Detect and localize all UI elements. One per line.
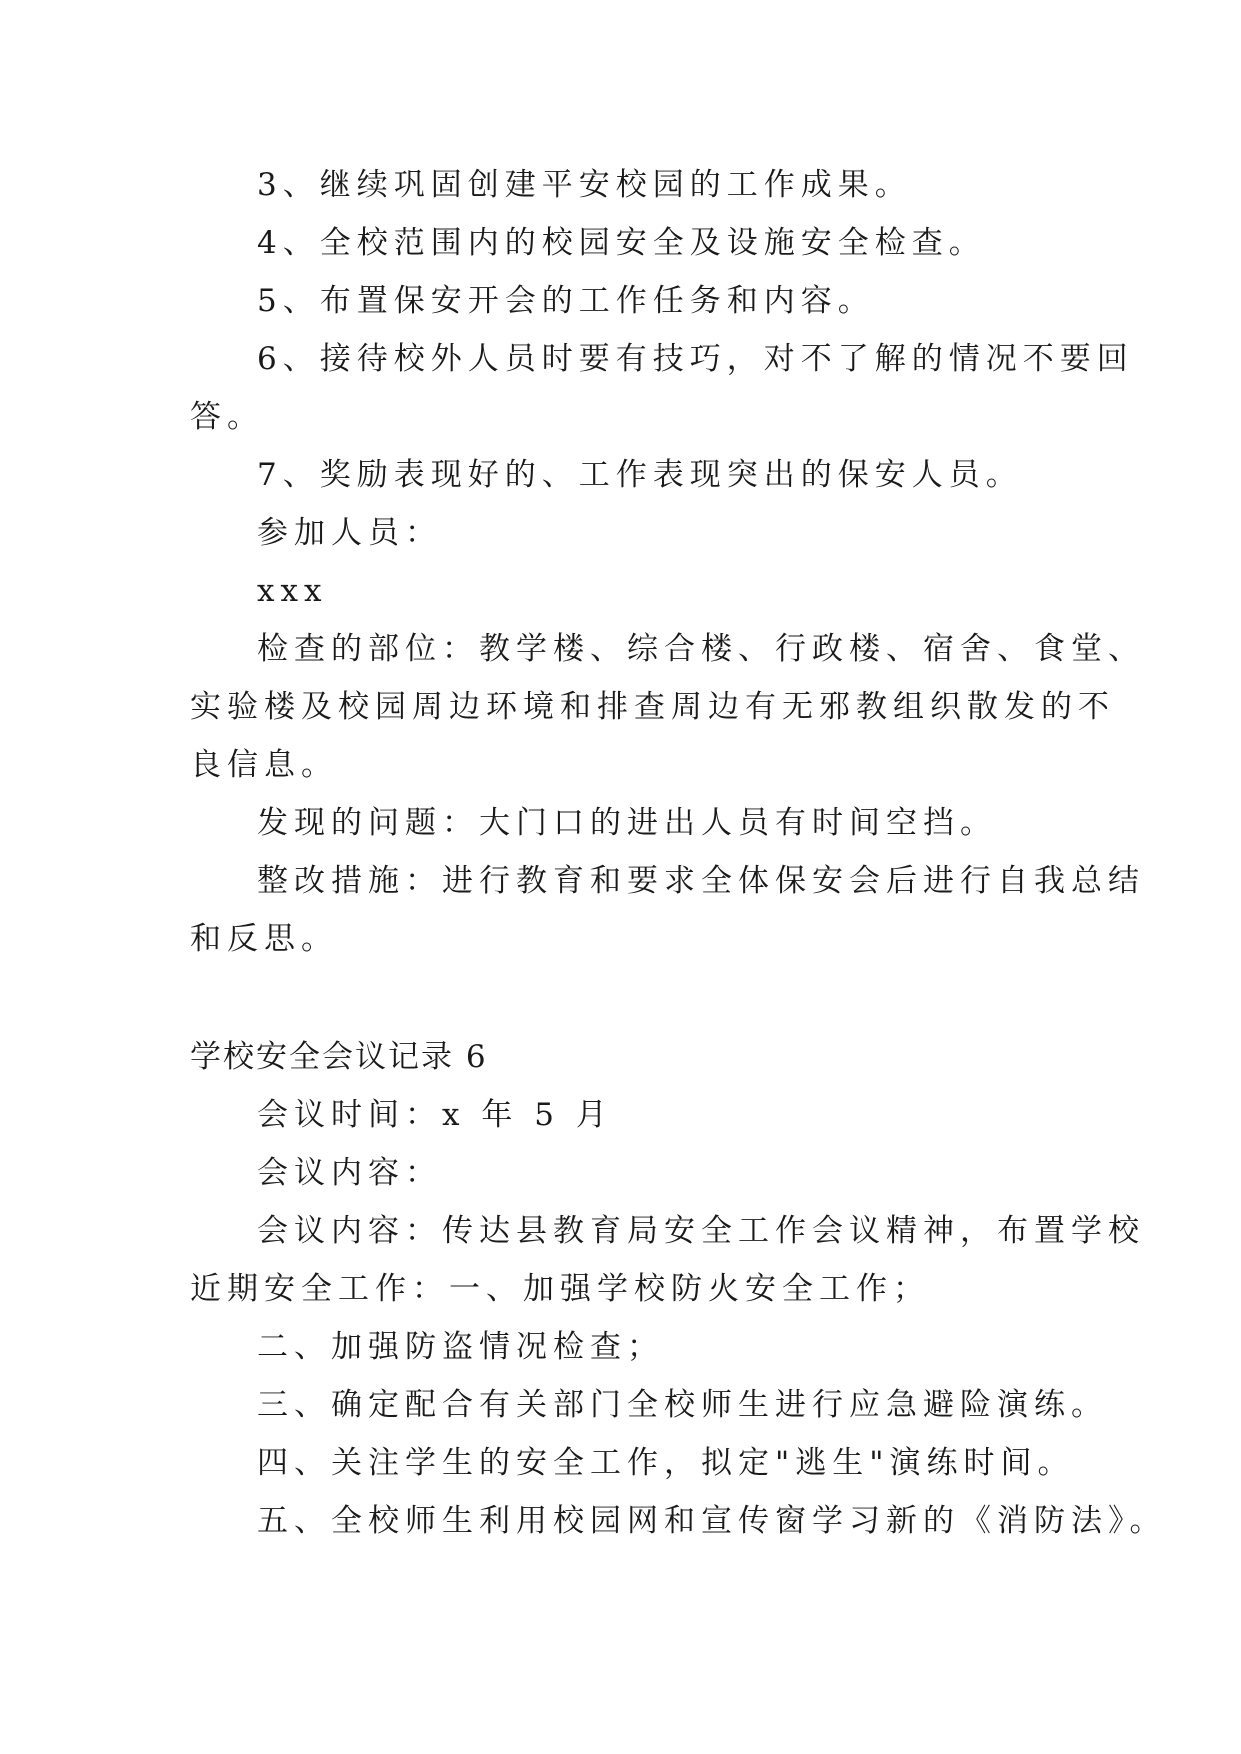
item-7: 7、奖励表现好的、工作表现突出的保安人员。	[257, 457, 1023, 493]
section-title: 学校安全会议记录 6	[190, 1039, 488, 1075]
item-3: 3、继续巩固创建平安校园的工作成果。	[257, 167, 912, 203]
point-3: 三、确定配合有关部门全校师生进行应急避险演练。	[257, 1387, 1108, 1423]
item-6-line-1: 6、接待校外人员时要有技巧，对不了解的情况不要回	[257, 341, 1134, 377]
point-5: 五、全校师生利用校园网和宣传窗学习新的《消防法》。	[257, 1503, 1167, 1539]
inspection-line-3: 良信息。	[190, 747, 338, 783]
measures-line-2: 和反思。	[190, 921, 338, 957]
item-4: 4、全校范围内的校园安全及设施安全检查。	[257, 225, 986, 261]
meeting-content-line-1: 会议内容：传达县教育局安全工作会议精神，布置学校	[257, 1213, 1145, 1249]
measures-line-1: 整改措施：进行教育和要求全体保安会后进行自我总结	[257, 863, 1145, 899]
meeting-time: 会议时间：x 年 5 月	[257, 1097, 613, 1133]
meeting-content-label: 会议内容：	[257, 1155, 442, 1191]
inspection-line-1: 检查的部位：教学楼、综合楼、行政楼、宿舍、食堂、	[257, 631, 1145, 667]
meeting-content-line-2: 近期安全工作：一、加强学校防火安全工作；	[190, 1271, 930, 1307]
problems-text: 发现的问题：大门口的进出人员有时间空挡。	[257, 805, 997, 841]
attendees-label: 参加人员：	[257, 515, 442, 551]
attendees-value: xxx	[257, 573, 328, 609]
item-5: 5、布置保安开会的工作任务和内容。	[257, 283, 875, 319]
point-4: 四、关注学生的安全工作，拟定"逃生"演练时间。	[257, 1445, 1075, 1481]
inspection-line-2: 实验楼及校园周边环境和排查周边有无邪教组织散发的不	[190, 689, 1115, 725]
item-6-line-2: 答。	[190, 399, 264, 435]
point-2: 二、加强防盗情况检查；	[257, 1329, 664, 1365]
